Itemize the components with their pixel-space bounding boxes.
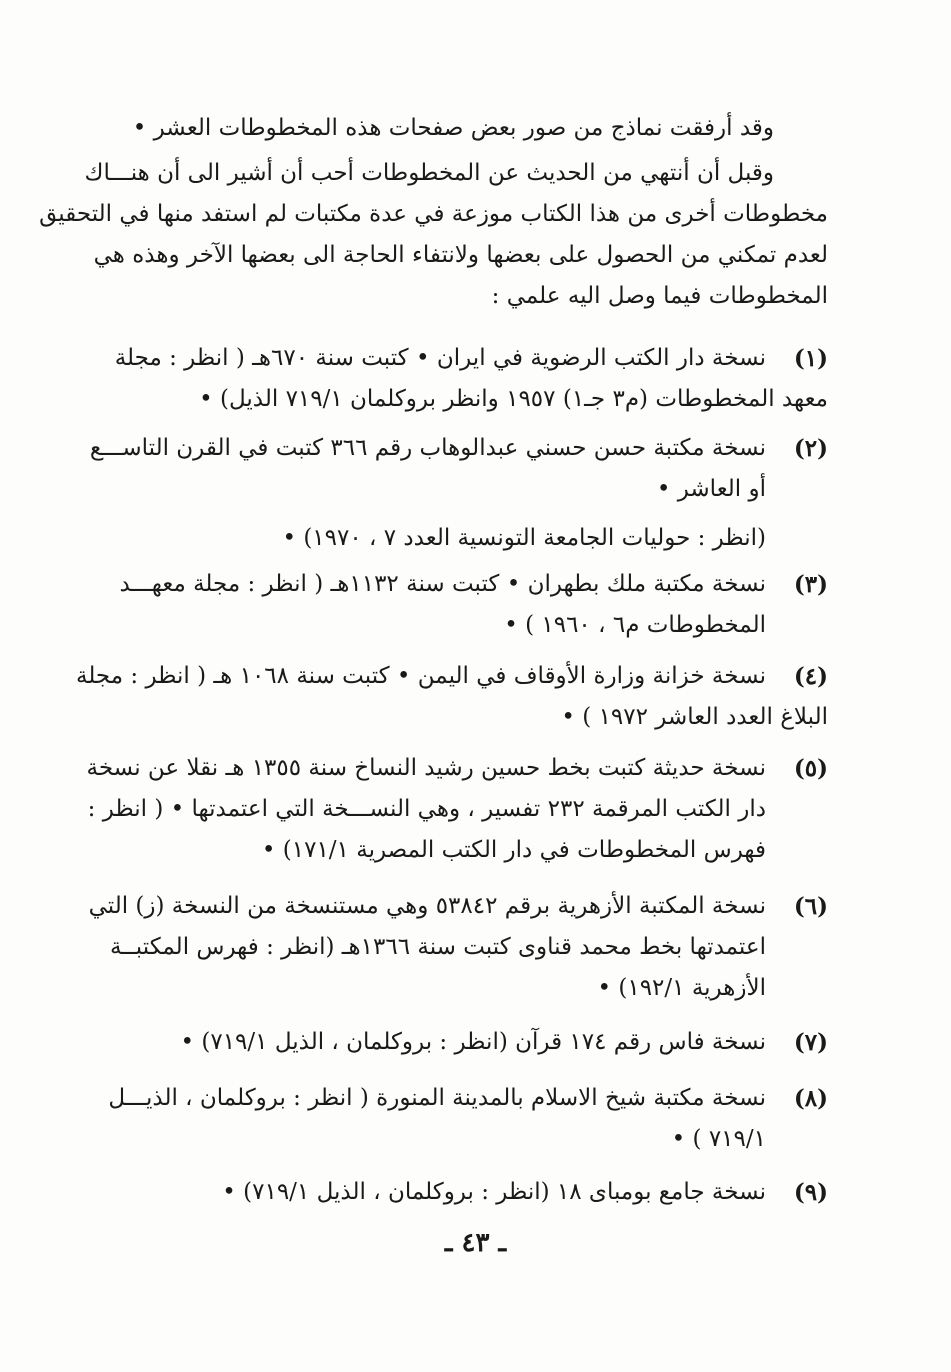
item-line: المخطوطات م٦ ، ١٩٦٠ ) •: [504, 612, 766, 638]
item-number: (٦): [793, 893, 828, 920]
item-text: [88, 886, 766, 1009]
item-line: (انظر : حوليات الجامعة التونسية العدد ٧ ، ١٩٧٠) •: [282, 525, 766, 551]
item-number: (٣): [793, 571, 828, 598]
item-line: ٧١٩/١ ) •: [671, 1126, 766, 1152]
item-number: (٤): [793, 663, 828, 690]
item-line: أو العاشر •: [656, 476, 766, 502]
item-text: [89, 428, 766, 559]
item-number: (٩): [793, 1179, 828, 1206]
list-item: [75, 656, 828, 738]
page-number: ـ ٤٣ ـ: [444, 1228, 507, 1258]
list-item: [128, 1172, 828, 1213]
item-text: [75, 656, 828, 738]
item-line: نسخة مكتبة شيخ الاسلام بالمدينة المنورة ( انظر : بروكلمان ، الذيـــل: [108, 1085, 766, 1111]
item-number: (٧): [793, 1029, 828, 1056]
item-line: معهد المخطوطات (م٣ جـ١) ١٩٥٧ وانظر بروكلمان ٧١٩/١ الذيل) •: [199, 386, 828, 412]
item-text: [108, 1078, 766, 1160]
item-line: نسخة حديثة كتبت بخط حسين رشيد النساخ سنة ١٣٥٥ هـ نقلا عن نسخة: [86, 755, 766, 781]
item-text: [119, 564, 766, 646]
list-item: [89, 428, 828, 559]
intro-paragraph: [39, 108, 828, 317]
intro-line-2: وقبل أن أنتهي من الحديث عن المخطوطات أحب أن أشير الى أن هنـــاك: [84, 160, 774, 186]
list-item: [88, 886, 828, 1009]
item-line: نسخة خزانة وزارة الأوقاف في اليمن • كتبت سنة ١٠٦٨ هـ ( انظر : مجلة: [75, 663, 766, 689]
item-text: [128, 1022, 766, 1063]
item-line: الأزهرية ١٩٢/١) •: [597, 975, 766, 1001]
item-line: دار الكتب المرقمة ٢٣٢ تفسير ، وهي النســـخة التي اعتمدتها • ( انظر :: [87, 796, 766, 822]
item-text: [86, 748, 766, 871]
list-item: [119, 564, 828, 646]
item-line: نسخة دار الكتب الرضوية في ايران • كتبت سنة ٦٧٠هـ ( انظر : مجلة: [114, 345, 766, 371]
item-line: البلاغ العدد العاشر ١٩٧٢ ) •: [561, 704, 828, 730]
item-number: (٥): [793, 755, 828, 782]
item-line: اعتمدتها بخط محمد قناوى كتبت سنة ١٣٦٦هـ (انظر : فهرس المكتبــة: [110, 934, 766, 960]
item-line: نسخة مكتبة ملك بطهران • كتبت سنة ١١٣٢هـ ( انظر : مجلة معهـــد: [119, 571, 766, 597]
intro-line-5: المخطوطات فيما وصل اليه علمي :: [491, 283, 828, 309]
list-item: [86, 748, 828, 871]
list-item: [128, 1022, 828, 1063]
item-line: نسخة جامع بومباى ١٨ (انظر : بروكلمان ، الذيل ٧١٩/١) •: [222, 1179, 766, 1205]
item-number: (١): [793, 345, 828, 372]
item-number: (٨): [793, 1085, 828, 1112]
item-text: [128, 1172, 766, 1213]
list-item: [114, 338, 828, 420]
item-line: فهرس المخطوطات في دار الكتب المصرية ١٧١/١) •: [261, 837, 766, 863]
item-line: نسخة المكتبة الأزهرية برقم ٥٣٨٤٢ وهي مستنسخة من النسخة (ز) التي: [88, 893, 766, 919]
item-text: [114, 338, 828, 420]
list-item: [108, 1078, 828, 1160]
item-line: نسخة فاس رقم ١٧٤ قرآن (انظر : بروكلمان ، الذيل ٧١٩/١) •: [180, 1029, 766, 1055]
item-line: نسخة مكتبة حسن حسني عبدالوهاب رقم ٣٦٦ كتبت في القرن التاســـع: [89, 435, 766, 461]
item-number: (٢): [793, 435, 828, 462]
intro-line-3: مخطوطات أخرى من هذا الكتاب موزعة في عدة مكتبات لم استفد منها في التحقيق: [39, 201, 828, 227]
intro-line-1: وقد أرفقت نماذج من صور بعض صفحات هذه المخطوطات العشر •: [132, 115, 774, 141]
intro-line-4: لعدم تمكني من الحصول على بعضها ولانتفاء الحاجة الى بعضها الآخر وهذه هي: [93, 242, 828, 268]
